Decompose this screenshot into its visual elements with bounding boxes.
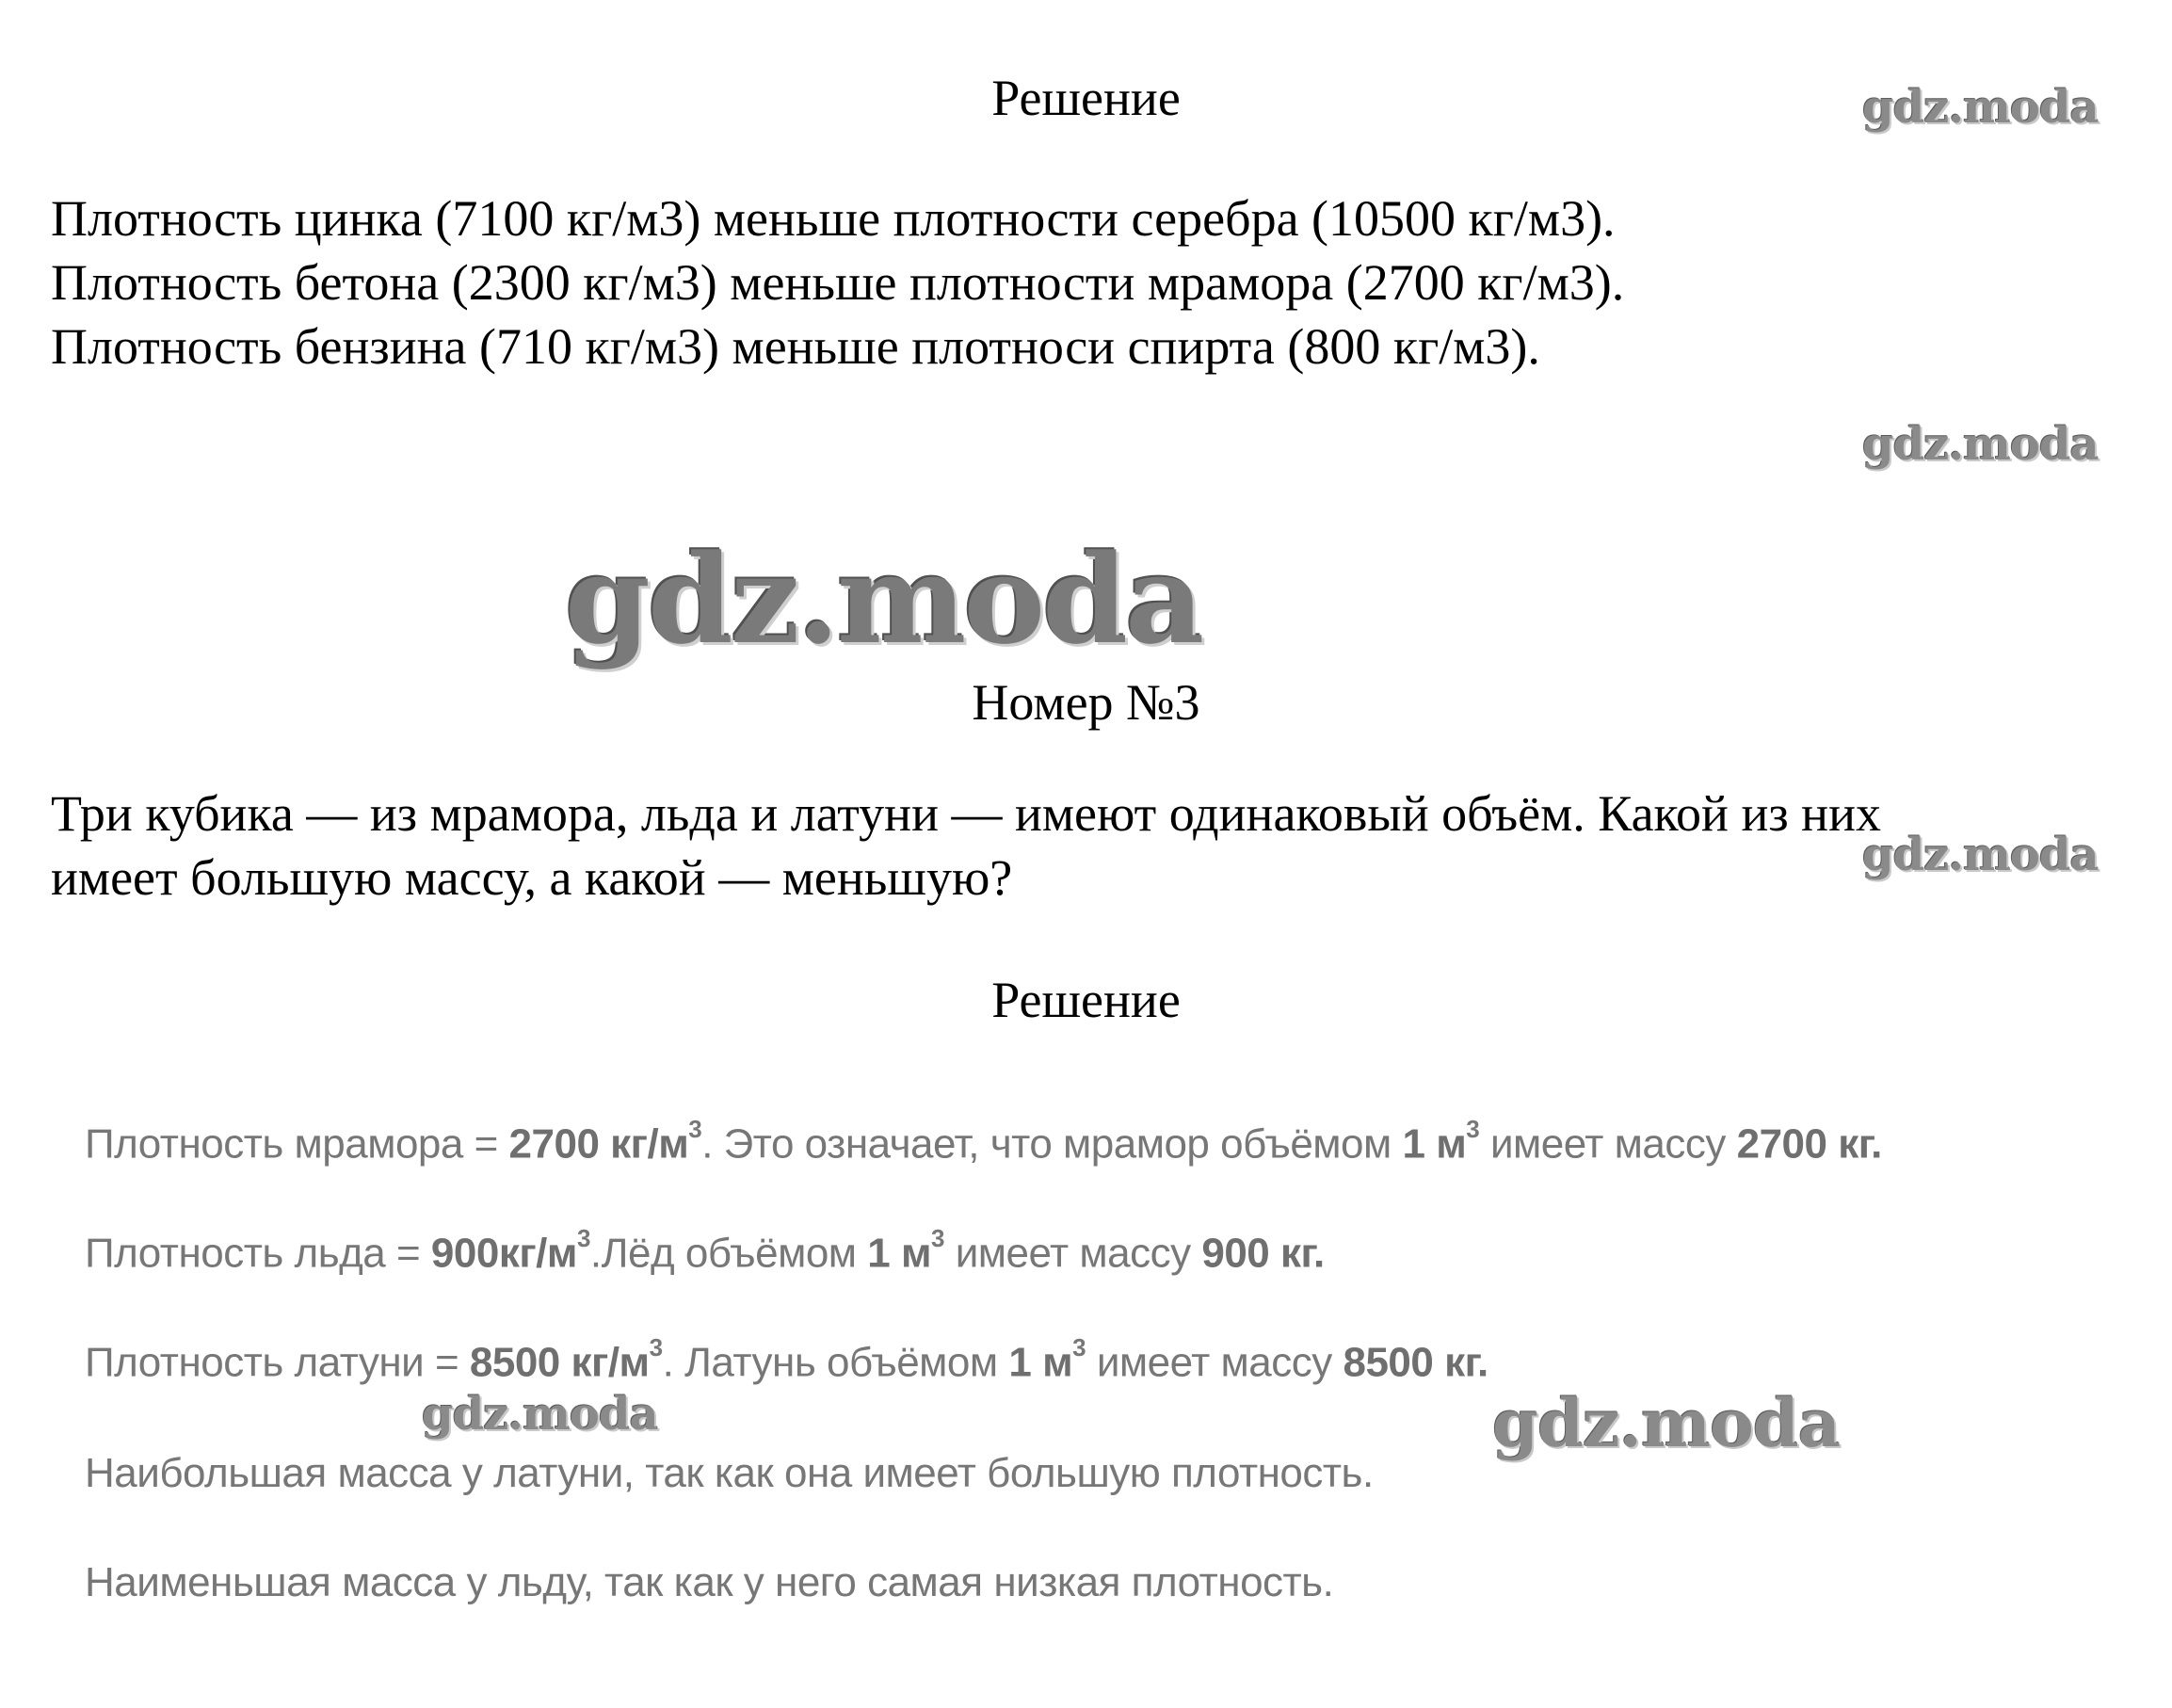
task-text-line-1: Три кубика — из мрамора, льда и латуни — имеют одинаковый объём. Какой из них — [51, 785, 1881, 842]
solution-line-brass: Плотность латуни = 8500 $кг/м^3$. Латунь объёмом 1 $м^3$ имеет массу 8500 кг. — [85, 1333, 1488, 1386]
density-comparison-paragraph — [51, 186, 2122, 379]
watermark-logo: gdz.moda — [1492, 1384, 1841, 1462]
density-line-concrete-marble: Плотность бетона (2300 кг/м3) меньше плотности мрамора (2700 кг/м3). — [51, 254, 1625, 311]
watermark-logo: gdz.moda — [422, 1388, 658, 1441]
task-text-line-2: имеет большую массу, а какой — меньшую? — [51, 849, 1013, 906]
watermark-logo: gdz.moda — [1862, 418, 2099, 471]
solution-heading-1: Решение — [991, 70, 1181, 126]
solution-line-smallest-mass: Наименьшая масса у льду, так как у него самая низкая плотность. — [85, 1559, 1334, 1605]
solution-heading-2: Решение — [991, 972, 1181, 1028]
density-line-petrol-alcohol: Плотность бензина (710 кг/м3) меньше плотноси спирта (800 кг/м3). — [51, 318, 1540, 375]
watermark-logo: gdz.moda — [565, 527, 1202, 671]
solution-line-marble: Плотность мрамора = 2700 $кг/м^3$. Это означает, что мрамор объёмом 1 $м^3$ имеет массу 2700 кг. — [85, 1115, 1882, 1168]
watermark-logo: gdz.moda — [1862, 829, 2099, 881]
density-line-zinc-silver: Плотность цинка (7100 кг/м3) меньше плотности серебра (10500 кг/м3). — [51, 190, 1616, 247]
solution-line-ice: Плотность льда = $900кг/м^3.Лёд$ объёмом 1 $м^3$ имеет массу 900 кг. — [85, 1224, 1325, 1277]
task-number-heading: Номер №3 — [972, 674, 1200, 731]
solution-line-largest-mass: Наибольшая масса у латуни, так как она имеет большую плотность. — [85, 1450, 1374, 1496]
watermark-logo: gdz.moda — [1862, 81, 2099, 134]
task-text — [51, 781, 2122, 910]
